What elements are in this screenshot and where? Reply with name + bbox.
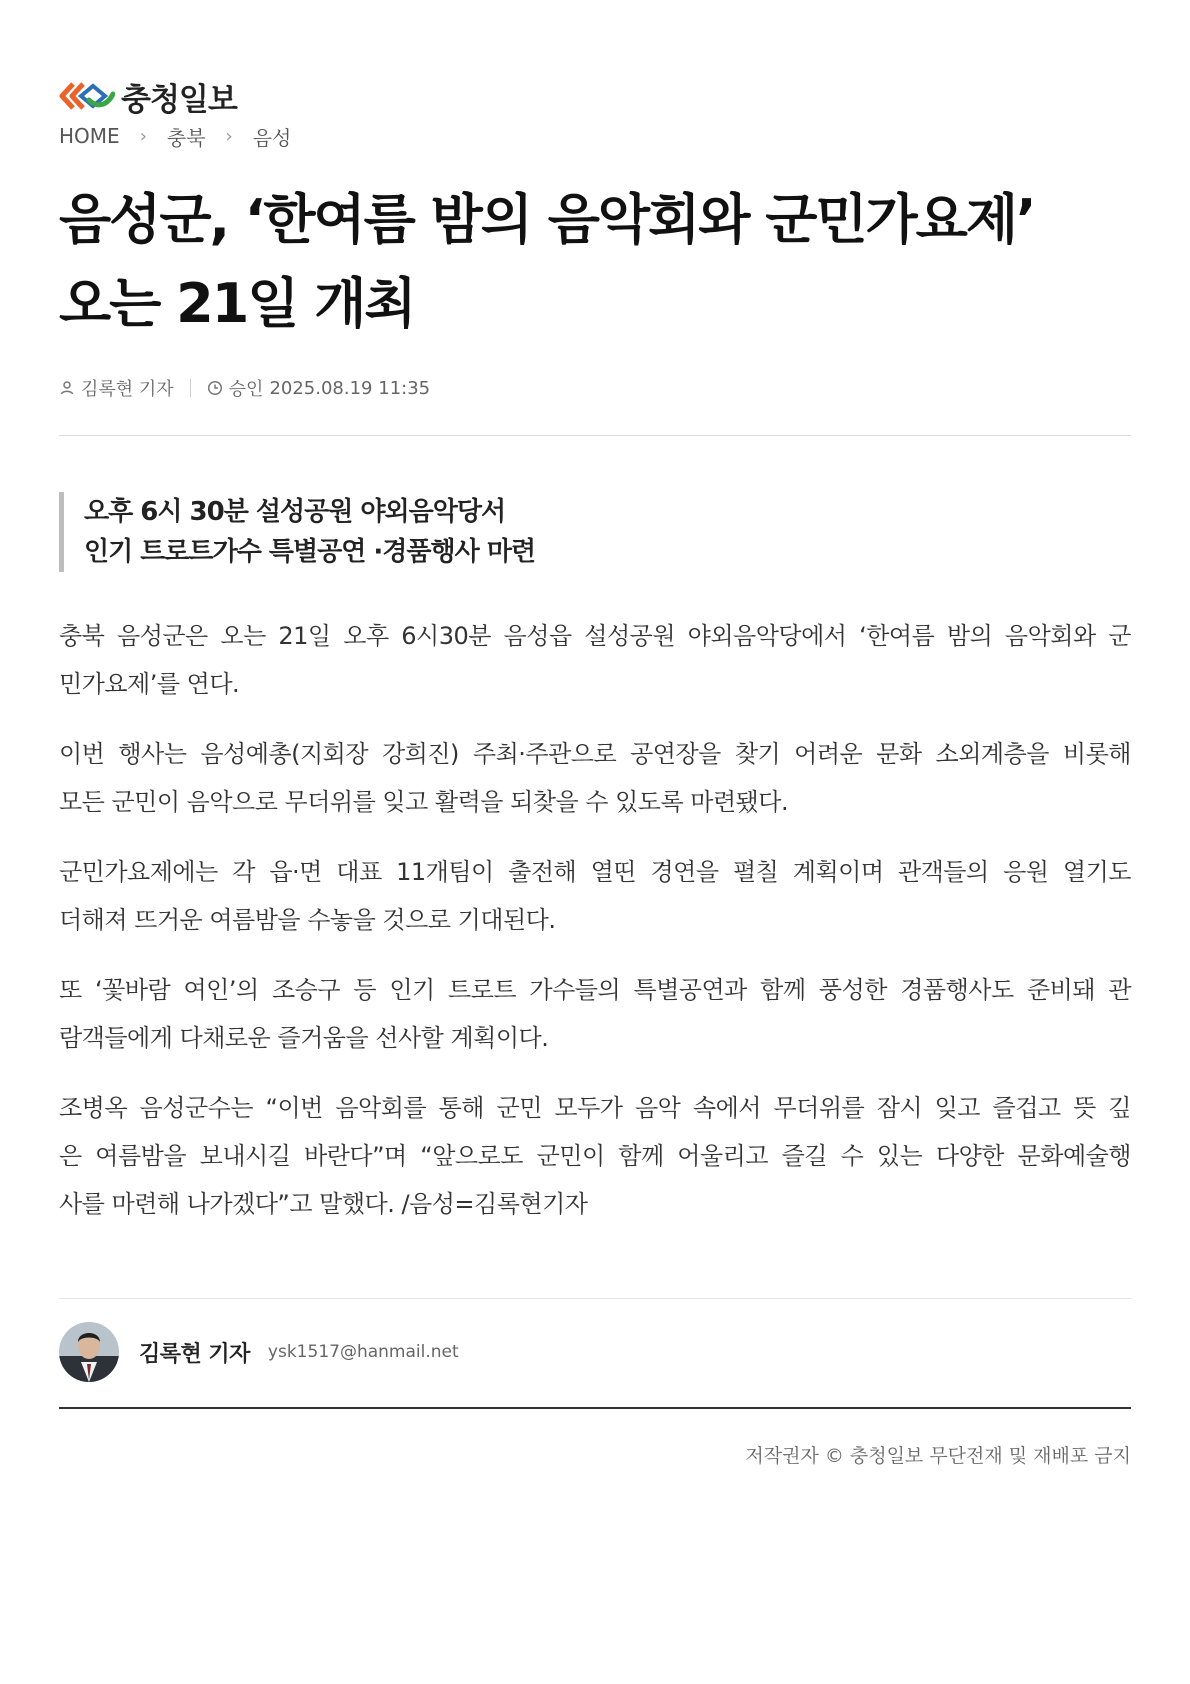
author-email[interactable]: ysk1517@hanmail.net bbox=[267, 1342, 459, 1362]
logo-icon bbox=[59, 78, 115, 114]
article-body bbox=[59, 612, 1131, 1250]
user-icon bbox=[59, 380, 75, 396]
clock-icon bbox=[207, 380, 223, 396]
headline-line: 오는 21일 개최 bbox=[59, 272, 415, 335]
body-paragraph: 충북 음성군은 오는 21일 오후 6시30분 음성읍 설성공원 야외음악당에서 ‘한여름 밤의 음악회와 군 민가요제’를 연다. bbox=[59, 622, 1131, 698]
site-logo[interactable] bbox=[59, 74, 237, 118]
article-headline bbox=[59, 178, 1131, 346]
subhead-line: 인기 트로트가수 특별공연 ·경품행사 마련 bbox=[84, 537, 536, 567]
headline-line: 음성군, ‘한여름 밤의 음악회와 군민가요제’ bbox=[59, 188, 1035, 251]
footer-divider bbox=[59, 1407, 1131, 1409]
author-box-divider bbox=[59, 1298, 1131, 1299]
body-paragraph: 조병옥 음성군수는 “이번 음악회를 통해 군민 모두가 음악 속에서 무더위를 잠시 잊고 즐겁고 뜻 깊 은 여름밤을 보내시길 바란다”며 “앞으로도 군민이 함께 어울리고 즐길 수 있는 다양한 문화예술행 사를 마련해 나가겠다”고 말했다. /음성=김록현기자 bbox=[59, 1094, 1131, 1218]
breadcrumb bbox=[59, 121, 291, 151]
body-paragraph: 이번 행사는 음성예총(지회장 강희진) 주최·주관으로 공연장을 찾기 어려운 문화 소외계층을 비롯해 모든 군민이 음악으로 무더위를 잊고 활력을 되찾을 수 있도록 마련됐다. bbox=[59, 740, 1131, 816]
subhead-line: 오후 6시 30분 설성공원 야외음악당서 bbox=[84, 497, 506, 527]
avatar[interactable] bbox=[59, 1322, 119, 1382]
body-paragraph: 군민가요제에는 각 읍·면 대표 11개팀이 출전해 열띤 경연을 펼칠 계획이며 관객들의 응원 열기도 더해져 뜨거운 여름밤을 수놓을 것으로 기대된다. bbox=[59, 858, 1131, 934]
copyright-notice: 저작권자 © 충청일보 무단전재 및 재배포 금지 bbox=[745, 1445, 1131, 1467]
approved-datetime: 2025.08.19 11:35 bbox=[269, 377, 431, 399]
author-name[interactable]: 김록현 기자 bbox=[139, 1341, 250, 1367]
author-box bbox=[59, 1322, 459, 1382]
approved-label: 승인 bbox=[228, 379, 264, 400]
chevron-right-icon: › bbox=[139, 125, 147, 147]
body-paragraph: 또 ‘꽃바람 여인’의 조승구 등 인기 트로트 가수들의 특별공연과 함께 풍성한 경품행사도 준비돼 관 람객들에게 다채로운 즐거움을 선사할 계획이다. bbox=[59, 976, 1131, 1052]
article-subheadline bbox=[59, 492, 535, 572]
chevron-right-icon: › bbox=[225, 125, 233, 147]
article-meta bbox=[59, 375, 430, 401]
logo-text: 충청일보 bbox=[121, 81, 237, 118]
header-divider bbox=[59, 435, 1131, 436]
meta-divider bbox=[190, 379, 191, 397]
breadcrumb-home[interactable]: HOME bbox=[59, 124, 120, 148]
breadcrumb-section[interactable]: 충북 bbox=[166, 125, 206, 150]
byline-author[interactable]: 김록현 기자 bbox=[81, 379, 174, 400]
breadcrumb-subsection[interactable]: 음성 bbox=[252, 125, 292, 150]
